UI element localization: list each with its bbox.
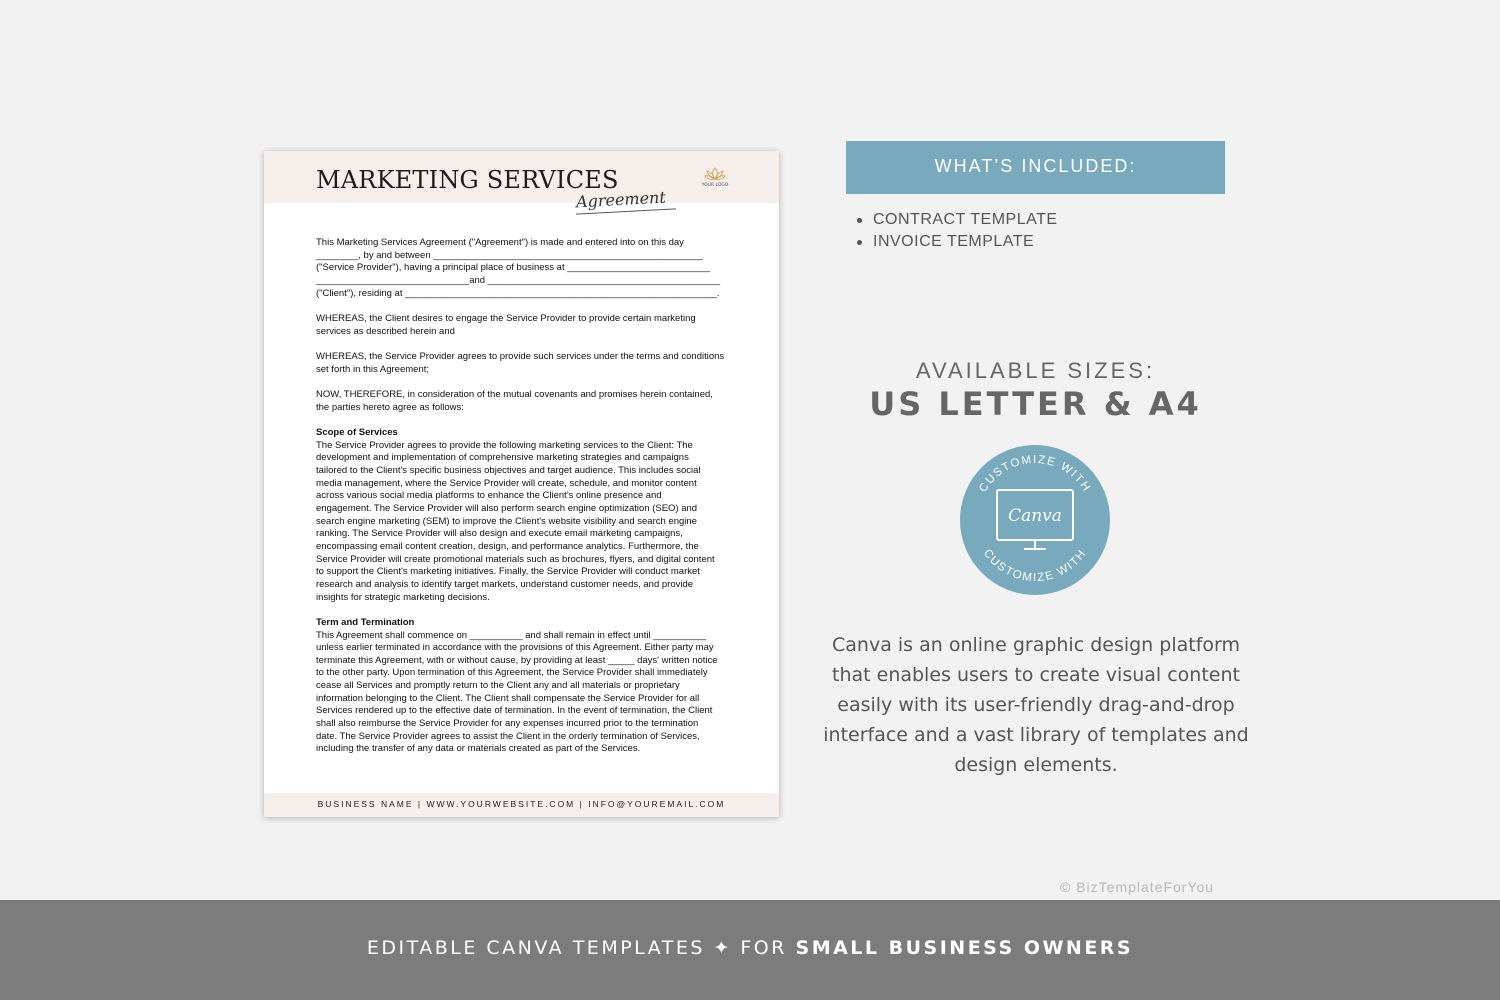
lotus-logo-icon [704,166,726,182]
available-sizes-value: US LETTER & A4 [869,385,1202,423]
bottom-bar-text [0,937,1500,959]
bottom-bar-prefix: EDITABLE CANVA TEMPLATES ✦ FOR [366,937,796,959]
customize-with-canva-badge [960,445,1110,595]
whats-included-heading: WHAT’S INCLUDED: [934,156,1137,176]
list-item [855,211,1058,233]
document-footer [264,793,779,817]
whats-included-banner [846,141,1225,194]
available-sizes-label: AVAILABLE SIZES: [915,358,1156,383]
document-subtitle: Agreement [575,187,667,212]
list-item-label: CONTRACT TEMPLATE [873,211,1058,228]
term-paragraph: This Agreement shall commence on __________ and shall remain in effect until __________ unless earlier terminated in accordance with the provisions of this Agreement. Either party may terminate this Agreement, with or without cause, by providing at least _____ days' written notice to the other party. Upon termination of this Agreement, the Service Provider shall immediately cease all Services and promptly return to the Client any and all materials or proprietary information belonging to the Client. The Client shall compensate the Service Provider for all Services rendered up to the effective date of termination. In the event of termination, the Client shall also reimburse the Service Provider for any expenses incurred prior to the termination date. The Service Provider agrees to assist the Client in the orderly termination of Services, including the transfer of any data or materials created as part of the Services. [316,629,718,755]
footer-text: BUSINESS NAME | WWW.YOURWEBSITE.COM | INFO@YOUREMAIL.COM [317,799,726,809]
term-heading: Term and Termination [316,616,415,628]
document-body [316,237,732,769]
credit-text: © BizTemplateForYou [1060,879,1215,895]
document-preview [264,151,779,817]
document-header [264,151,779,212]
list-item-label: INVOICE TEMPLATE [873,233,1035,250]
badge-ring-text-top: CUSTOMIZE WITH [977,453,1093,495]
whereas-paragraph-2: WHEREAS, the Service Provider agrees to provide such services under the terms and conditions set forth in this Agreement; [316,350,725,375]
logo-text: YOUR LOGO [701,183,729,188]
document-title: MARKETING SERVICES [316,166,619,194]
now-therefore-paragraph: NOW, THEREFORE, in consideration of the mutual covenants and promises herein contained, the parties hereto agree as follows: [316,388,713,413]
whereas-paragraph-1: WHEREAS, the Client desires to engage the Service Provider to provide certain marketing services as described herein and [316,312,696,337]
scope-heading: Scope of Services [316,426,398,438]
intro-paragraph: This Marketing Services Agreement ("Agreement") is made and entered into on this day ________, by and between ___________________________________________________ ("Service Provider"), having a principal place of business at ___________________________ _____________________________and ____________________________________________ ("Client"), residing at ___________________________________________________________. [316,237,721,299]
scope-paragraph: The Service Provider agrees to provide the following marketing services to the Client: The development and implementation of comprehensive marketing strategies and campaigns tailored to the Client's specific business objectives and target audience. This includes social media management, where the Service Provider will create, schedule, and monitor content across various social media platforms to enhance the Client's online presence and engagement. The Service Provider will also perform search engine optimization (SEO) and search engine marketing (SEM) to improve the Client's website visibility and search engine ranking. The Service Provider will also design and execute email marketing campaigns, encompassing email content creation, design, and performance analytics. Furthermore, the Service Provider will create promotional materials such as brochures, flyers, and digital content to support the Client's marketing initiatives. Finally, the Service Provider will conduct market research and analysis to identify target markets, understand customer needs, and provide insights for strategic marketing decisions. [316,439,715,603]
bullet-icon [857,218,862,223]
document-logo [698,166,732,188]
canva-description: Canva is an online graphic design platform that enables users to create visual content easily with its user-friendly drag-and-drop interface and a vast library of templates and design elements. [823,634,1249,776]
badge-ring-text-bottom: CUSTOMIZE WITH [980,547,1090,585]
bottom-bar-emphasis: SMALL BUSINESS OWNERS [795,937,1134,959]
included-list [855,211,1058,255]
list-item [855,233,1058,255]
badge-center-text: Canva [1008,506,1062,526]
bottom-bar [0,900,1500,1000]
bullet-icon [857,240,862,245]
